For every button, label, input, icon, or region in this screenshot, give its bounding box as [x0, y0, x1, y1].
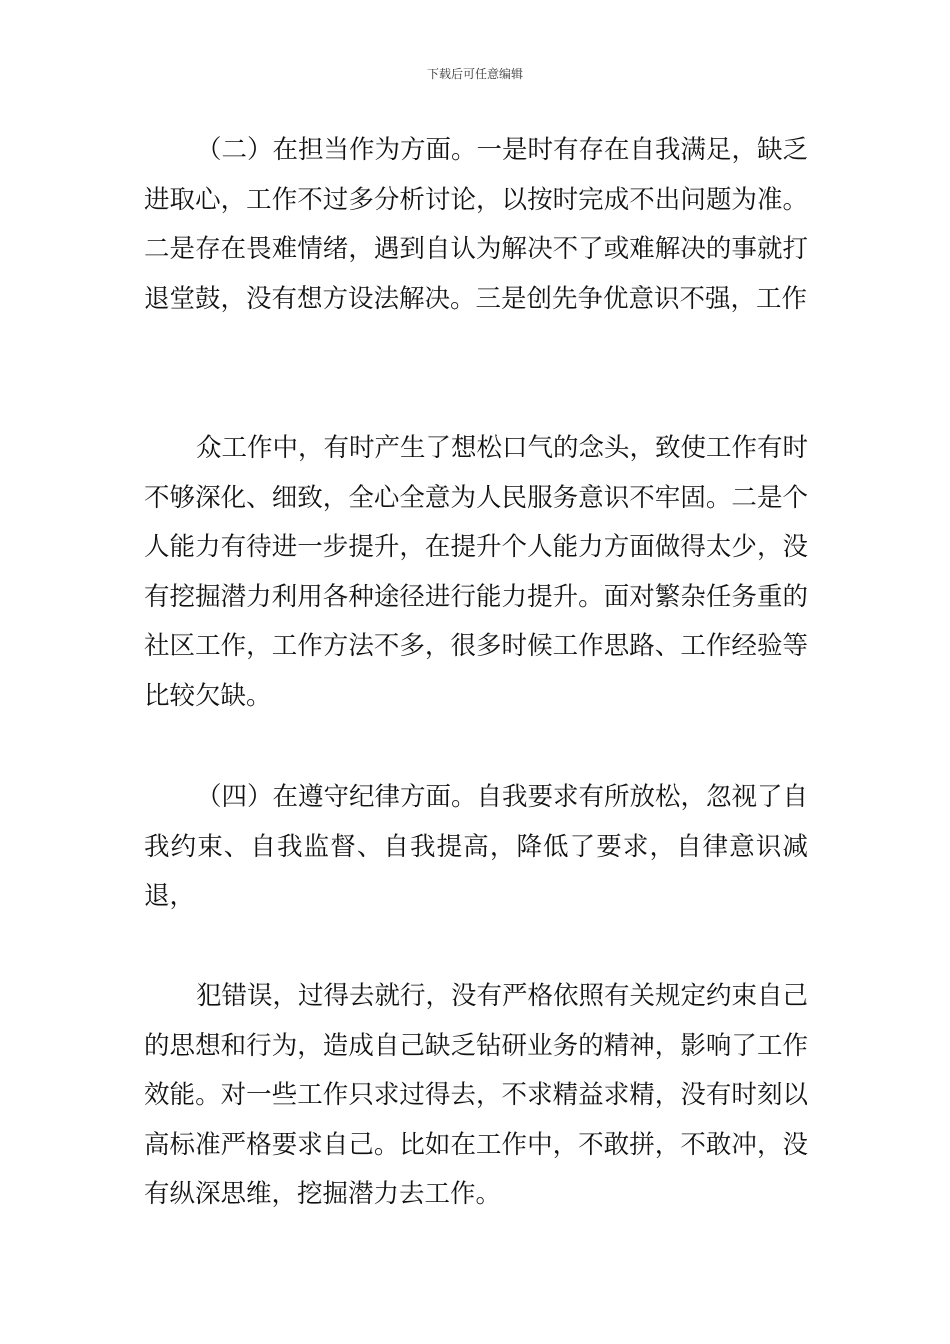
paragraph-discipline: （四）在遵守纪律方面。自我要求有所放松，忽视了自我约束、自我监督、自我提高，降低了要求，自律意识减退，	[144, 782, 809, 911]
page-header-note: 下载后可任意编辑	[426, 67, 523, 81]
paragraph-mistakes: 犯错误，过得去就行，没有严格依照有关规定约束自己的思想和行为，造成自己缺乏钻研业务的精神，影响了工作效能。对一些工作只求过得去，不求精益求精，没有时刻以高标准严格要求自己。比如在工作中，不敢拼，不敢冲，没有纵深思维，挖掘潜力去工作。	[144, 981, 809, 1209]
paragraph-responsibility: （二）在担当作为方面。一是时有存在自我满足，缺乏进取心，工作不过多分析讨论，以按时完成不出问题为准。二是存在畏难情绪，遇到自认为解决不了或难解决的事就打退堂鼓，没有想方设法解决。三是创先争优意识不强，工作	[144, 135, 809, 314]
paragraph-ability: 众工作中，有时产生了想松口气的念头，致使工作有时不够深化、细致，全心全意为人民服务意识不牢固。二是个人能力有待进一步提升，在提升个人能力方面做得太少，没有挖掘潜力利用各种途径进行能力提升。面对繁杂任务重的社区工作，工作方法不多，很多时候工作思路、工作经验等比较欠缺。	[144, 433, 809, 711]
